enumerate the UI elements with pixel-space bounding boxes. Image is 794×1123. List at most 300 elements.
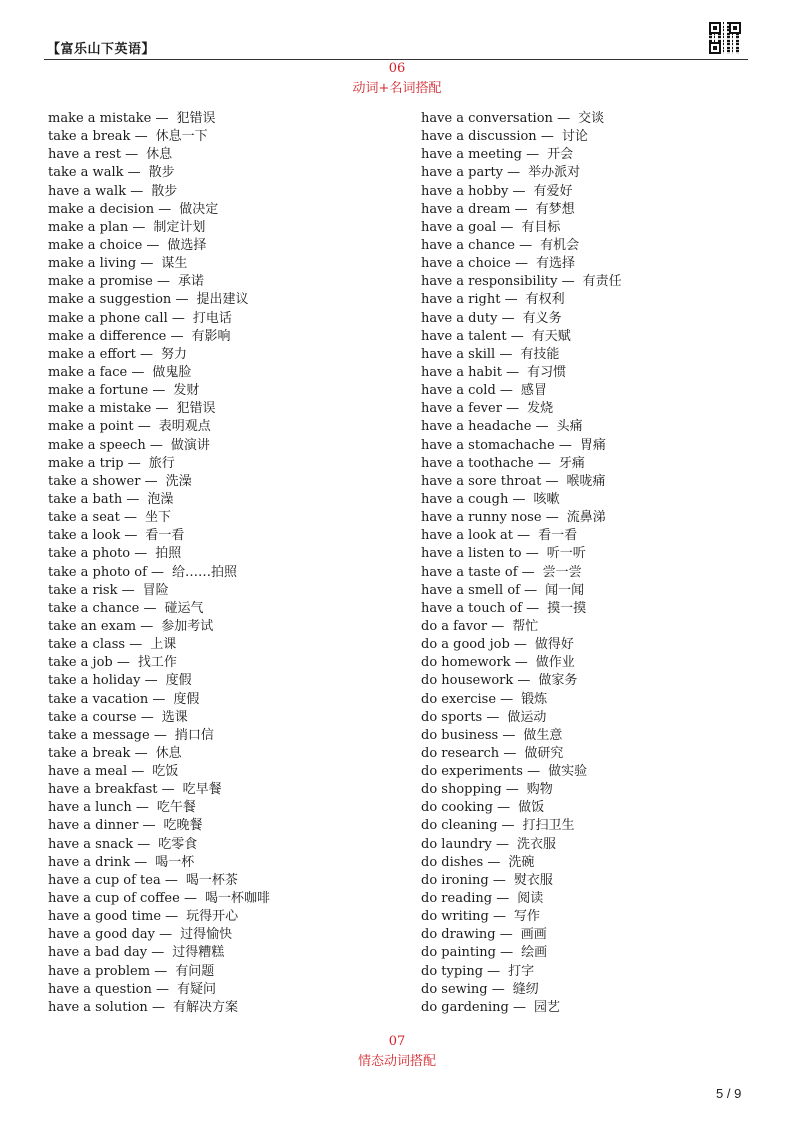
phrase-english: make a promise [48,274,153,290]
phrase-row [48,310,270,328]
phrase-chinese: 做作业 [535,655,575,671]
phrase-row [421,201,622,219]
phrase-row [48,636,270,654]
phrase-separator: — [519,237,533,253]
phrase-separator: — [514,256,528,272]
phrase-english: do research [421,745,500,761]
phrase-chinese: 做鬼脸 [152,364,192,380]
phrase-row [48,963,270,981]
phrase-separator: — [161,782,175,798]
phrase-chinese: 冒险 [142,582,169,598]
phrase-english: do cleaning [421,818,498,834]
section-6-title: 动词+名词搭配 [352,81,442,96]
phrase-english: have a dream [421,201,511,217]
phrase-chinese: 有权利 [525,292,565,308]
phrase-separator: — [526,147,540,163]
phrase-separator: — [140,346,153,362]
phrase-row [421,237,622,255]
phrase-chinese: 找工作 [137,655,177,671]
phrase-english: make a fortune [48,383,149,399]
phrase-english: take a bath [48,491,123,507]
phrase-row [48,781,270,799]
phrase-separator: — [557,111,571,126]
phrase-separator: — [517,673,531,689]
phrase-separator: — [135,800,149,816]
phrase-row [48,944,270,962]
phrase-separator: — [183,891,197,907]
phrase-english: do a good job [421,637,510,653]
phrase-english: have a right [421,292,501,308]
phrase-chinese: 讨论 [561,129,588,145]
phrase-row [421,944,622,962]
phrase-chinese: 表明观点 [158,419,211,435]
phrase-chinese: 做实验 [548,764,588,780]
phrase-separator: — [155,981,169,997]
phrase-row [421,963,622,981]
phrase-separator: — [540,129,554,145]
phrase-english: have a good time [48,909,162,925]
phrase-row [421,872,622,890]
phrase-row [421,310,622,328]
phrase-english: have a duty [421,310,498,326]
phrase-separator: — [151,564,165,580]
phrase-english: have a walk [48,183,127,199]
phrase-separator: — [514,655,528,671]
phrase-row [48,745,270,763]
phrase-separator: — [506,401,520,417]
phrase-chinese: 感冒 [520,383,547,399]
phrase-row [421,491,622,509]
phrase-chinese: 有天赋 [531,328,571,344]
phrase-chinese: 有义务 [522,310,562,326]
phrase-chinese: 看一看 [145,528,185,544]
phrase-chinese: 休息 [146,147,173,163]
phrase-english: have a question [48,981,152,997]
phrase-row [421,600,622,618]
phrase-chinese: 提出建议 [196,292,249,308]
phrase-chinese: 给……拍照 [172,564,238,580]
phrase-separator: — [153,727,167,743]
phrase-english: do business [421,727,499,743]
phrase-separator: — [491,981,505,997]
phrase-separator: — [124,528,138,544]
page-indicator: 5 / 9 [716,1086,742,1101]
phrase-separator: — [149,437,163,453]
phrase-row [48,799,270,817]
phrase-chinese: 做演讲 [170,437,210,453]
phrase-row [48,237,270,255]
phrase-separator: — [507,165,521,181]
phrase-chinese: 有技能 [520,346,560,362]
phrase-row [421,164,622,182]
phrase-chinese: 散步 [151,183,178,199]
phrase-row [48,273,270,291]
phrase-english: make a difference [48,328,167,344]
phrase-row [48,600,270,618]
phrase-row [421,727,622,745]
phrase-row [48,545,270,563]
phrase-row [48,146,270,164]
phrase-english: make a decision [48,201,155,217]
phrase-english: do housework [421,673,514,689]
phrase-separator: — [164,872,178,888]
phrase-row [48,727,270,745]
phrase-separator: — [486,709,500,725]
phrase-separator: — [487,854,501,870]
phrase-english: have a meeting [421,147,522,163]
phrase-separator: — [561,274,575,290]
phrase-english: take a class [48,637,126,653]
phrase-chinese: 休息一下 [155,129,208,145]
phrase-row [48,872,270,890]
phrase-row [421,781,622,799]
phrase-separator: — [517,528,531,544]
header-divider [44,59,748,60]
phrase-chinese: 玩得开心 [186,909,239,925]
phrase-row [421,926,622,944]
phrase-english: have a dinner [48,818,139,834]
phrase-chinese: 打字 [508,963,535,979]
phrase-english: make a point [48,419,134,435]
phrase-chinese: 拍照 [155,546,182,562]
phrase-chinese: 有影响 [191,328,231,344]
phrase-chinese: 听一听 [546,546,586,562]
phrase-chinese: 碰运气 [164,600,204,616]
phrase-row [48,817,270,835]
phrase-english: make a living [48,256,137,272]
phrase-chinese: 喝一杯咖啡 [204,891,270,907]
phrase-row [48,491,270,509]
phrase-english: make a face [48,364,128,380]
phrase-separator: — [171,310,185,326]
phrase-english: have a runny nose [421,510,542,526]
phrase-chinese: 熨衣服 [513,872,553,888]
phrase-chinese: 谋生 [161,256,188,272]
phrase-separator: — [499,927,513,943]
phrase-separator: — [492,872,506,888]
phrase-row [48,164,270,182]
phrase-english: have a discussion [421,129,537,145]
phrase-chinese: 购物 [526,782,553,798]
phrase-chinese: 犯错误 [176,401,216,417]
phrase-separator: — [130,183,144,199]
phrase-separator: — [155,401,169,417]
phrase-chinese: 过得糟糕 [172,945,225,961]
phrase-row [421,817,622,835]
phrase-row [48,999,270,1017]
phrase-chinese: 喝一杯 [155,854,195,870]
phrase-chinese: 洗澡 [165,473,192,489]
phrase-chinese: 做得好 [534,637,574,653]
phrase-separator: — [503,745,517,761]
phrase-row [48,418,270,436]
phrase-separator: — [537,455,551,471]
phrase-separator: — [506,364,520,380]
phrase-english: have a choice [421,256,511,272]
phrase-english: do homework [421,655,511,671]
phrase-separator: — [132,219,146,235]
phrase-english: have a toothache [421,455,534,471]
phrase-row [48,836,270,854]
phrase-chinese: 交谈 [578,111,605,126]
phrase-separator: — [151,945,165,961]
phrase-separator: — [512,183,526,199]
phrase-chinese: 吃晚餐 [163,818,203,834]
phrase-chinese: 做决定 [179,201,219,217]
phrase-chinese: 做运动 [507,709,547,725]
qr-code-icon [709,22,741,54]
phrase-separator: — [505,782,519,798]
phrase-chinese: 制定计划 [153,219,206,235]
phrase-english: take a walk [48,165,124,181]
phrase-row [48,183,270,201]
phrase-chinese: 做研究 [524,745,564,761]
phrase-english: have a hobby [421,183,509,199]
phrase-separator: — [151,999,165,1015]
phrase-separator: — [535,419,549,435]
phrase-chinese: 打扫卫生 [522,818,575,834]
phrase-english: have a cough [421,491,509,507]
phrase-row [421,183,622,201]
phrase-separator: — [126,491,140,507]
phrase-separator: — [157,274,171,290]
phrase-separator: — [154,963,168,979]
phrase-separator: — [497,800,511,816]
phrase-chinese: 喝一杯茶 [185,872,238,888]
phrase-row [421,672,622,690]
phrase-english: make a effort [48,346,136,362]
phrase-separator: — [487,963,501,979]
phrase-row [421,908,622,926]
phrase-row [48,763,270,781]
phrase-chinese: 做饭 [518,800,545,816]
phrase-separator: — [499,383,513,399]
phrase-row [48,654,270,672]
phrase-chinese: 锻炼 [521,691,548,707]
phrase-row [48,201,270,219]
phrase-english: do gardening [421,999,509,1015]
phrase-separator: — [127,165,141,181]
phrase-separator: — [134,129,148,145]
phrase-english: have a goal [421,219,497,235]
phrase-english: do writing [421,909,489,925]
left-phrase-column [48,110,270,1017]
phrase-chinese: 泡澡 [147,491,174,507]
phrase-chinese: 喉咙痛 [566,473,606,489]
phrase-english: take a photo of [48,564,147,580]
phrase-english: make a mistake [48,111,152,126]
phrase-english: make a plan [48,219,129,235]
phrase-separator: — [134,546,148,562]
phrase-separator: — [493,909,506,925]
phrase-separator: — [521,564,535,580]
phrase-chinese: 上课 [150,637,177,653]
phrase-english: have a good day [48,927,156,943]
phrase-separator: — [495,836,509,852]
phrase-separator: — [142,818,156,834]
phrase-chinese: 有目标 [521,219,561,235]
phrase-english: have a drink [48,854,131,870]
phrase-separator: — [144,673,158,689]
phrase-english: have a talent [421,328,507,344]
phrase-chinese: 旅行 [148,455,175,471]
phrase-separator: — [131,364,145,380]
phrase-chinese: 咳嗽 [533,491,560,507]
phrase-separator: — [143,600,157,616]
phrase-chinese: 吃饭 [152,764,179,780]
phrase-separator: — [137,419,151,435]
phrase-row [421,273,622,291]
phrase-separator: — [500,219,514,235]
phrase-english: take a vacation [48,691,149,707]
phrase-row [421,999,622,1017]
phrase-english: have a touch of [421,600,523,616]
phrase-separator: — [512,999,526,1015]
phrase-english: have a problem [48,963,151,979]
phrase-english: make a trip [48,455,124,471]
phrase-chinese: 捎口信 [174,727,214,743]
phrase-english: have a responsibility [421,274,558,290]
phrase-english: have a habit [421,364,503,380]
phrase-english: do painting [421,945,496,961]
phrase-chinese: 开会 [547,147,574,163]
phrase-row [421,346,622,364]
phrase-chinese: 有梦想 [535,201,575,217]
phrase-separator: — [491,618,505,634]
phrase-chinese: 度假 [173,691,200,707]
phrase-separator: — [499,346,513,362]
phrase-separator: — [158,201,172,217]
phrase-english: do experiments [421,764,523,780]
phrase-separator: — [504,292,518,308]
phrase-separator: — [510,328,524,344]
phrase-english: do laundry [421,836,492,852]
phrase-english: have a cup of tea [48,872,161,888]
phrase-chinese: 有机会 [540,237,580,253]
phrase-row [421,545,622,563]
phrase-row [48,382,270,400]
phrase-english: have a meal [48,764,128,780]
phrase-english: have a conversation [421,111,553,126]
phrase-separator: — [124,510,138,526]
phrase-chinese: 有习惯 [527,364,567,380]
phrase-english: do cooking [421,800,493,816]
phrase-row [421,836,622,854]
phrase-separator: — [121,582,135,598]
phrase-separator: — [152,691,166,707]
phrase-row [421,890,622,908]
phrase-separator: — [125,147,139,163]
phrase-english: have a party [421,165,504,181]
phrase-chinese: 园艺 [533,999,560,1015]
phrase-chinese: 发财 [173,383,200,399]
header-title: 【富乐山下英语】 [47,42,156,57]
phrase-row [48,455,270,473]
phrase-row [48,564,270,582]
phrase-row [421,582,622,600]
phrase-english: take a break [48,129,131,145]
phrase-separator: — [514,201,528,217]
phrase-english: have a taste of [421,564,518,580]
phrase-chinese: 摸一摸 [547,600,587,616]
phrase-separator: — [146,237,160,253]
phrase-chinese: 绘画 [521,945,548,961]
phrase-chinese: 发烧 [527,401,554,417]
phrase-separator: — [140,256,154,272]
phrase-separator: — [159,927,173,943]
phrase-separator: — [134,745,148,761]
phrase-row [48,691,270,709]
phrase-row [48,890,270,908]
phrase-english: take a shower [48,473,141,489]
phrase-chinese: 打电话 [192,310,232,326]
phrase-chinese: 犯错误 [176,111,216,126]
phrase-row [48,981,270,999]
phrase-separator: — [545,473,559,489]
phrase-chinese: 做选择 [167,237,207,253]
phrase-separator: — [512,491,526,507]
phrase-chinese: 有选择 [535,256,575,272]
phrase-english: do exercise [421,691,497,707]
phrase-chinese: 做家务 [538,673,578,689]
phrase-row [48,473,270,491]
phrase-row [48,110,270,128]
phrase-chinese: 胃痛 [579,437,606,453]
phrase-row [421,691,622,709]
phrase-separator: — [526,600,540,616]
phrase-chinese: 承诺 [178,274,205,290]
phrase-separator: — [140,618,154,634]
phrase-english: have a stomachache [421,437,555,453]
phrase-chinese: 休息 [155,745,182,761]
phrase-chinese: 洗衣服 [516,836,556,852]
phrase-english: have a sore throat [421,473,542,489]
phrase-separator: — [152,383,166,399]
phrase-chinese: 举办派对 [528,165,581,181]
phrase-row [421,654,622,672]
phrase-row [421,981,622,999]
phrase-row [421,110,622,128]
phrase-english: take a course [48,709,137,725]
right-phrase-column [421,110,622,1017]
phrase-separator: — [545,510,559,526]
phrase-chinese: 有爱好 [533,183,573,199]
phrase-english: make a mistake [48,401,152,417]
phrase-english: take a chance [48,600,140,616]
phrase-row [421,418,622,436]
phrase-chinese: 吃午餐 [156,800,196,816]
phrase-chinese: 画画 [520,927,547,943]
phrase-separator: — [131,764,145,780]
phrase-row [421,745,622,763]
phrase-english: do shopping [421,782,502,798]
phrase-separator: — [175,292,189,308]
phrase-separator: — [500,945,514,961]
phrase-english: take a message [48,727,150,743]
phrase-english: make a choice [48,237,143,253]
phrase-row [48,527,270,545]
phrase-row [421,364,622,382]
phrase-separator: — [525,546,539,562]
phrase-row [48,618,270,636]
phrase-row [421,291,622,309]
phrase-english: do reading [421,891,493,907]
phrase-english: have a lunch [48,800,132,816]
phrase-separator: — [558,437,572,453]
section-6-number: 06 [388,61,406,76]
phrase-chinese: 过得愉快 [180,927,233,943]
phrase-english: have a bad day [48,945,148,961]
